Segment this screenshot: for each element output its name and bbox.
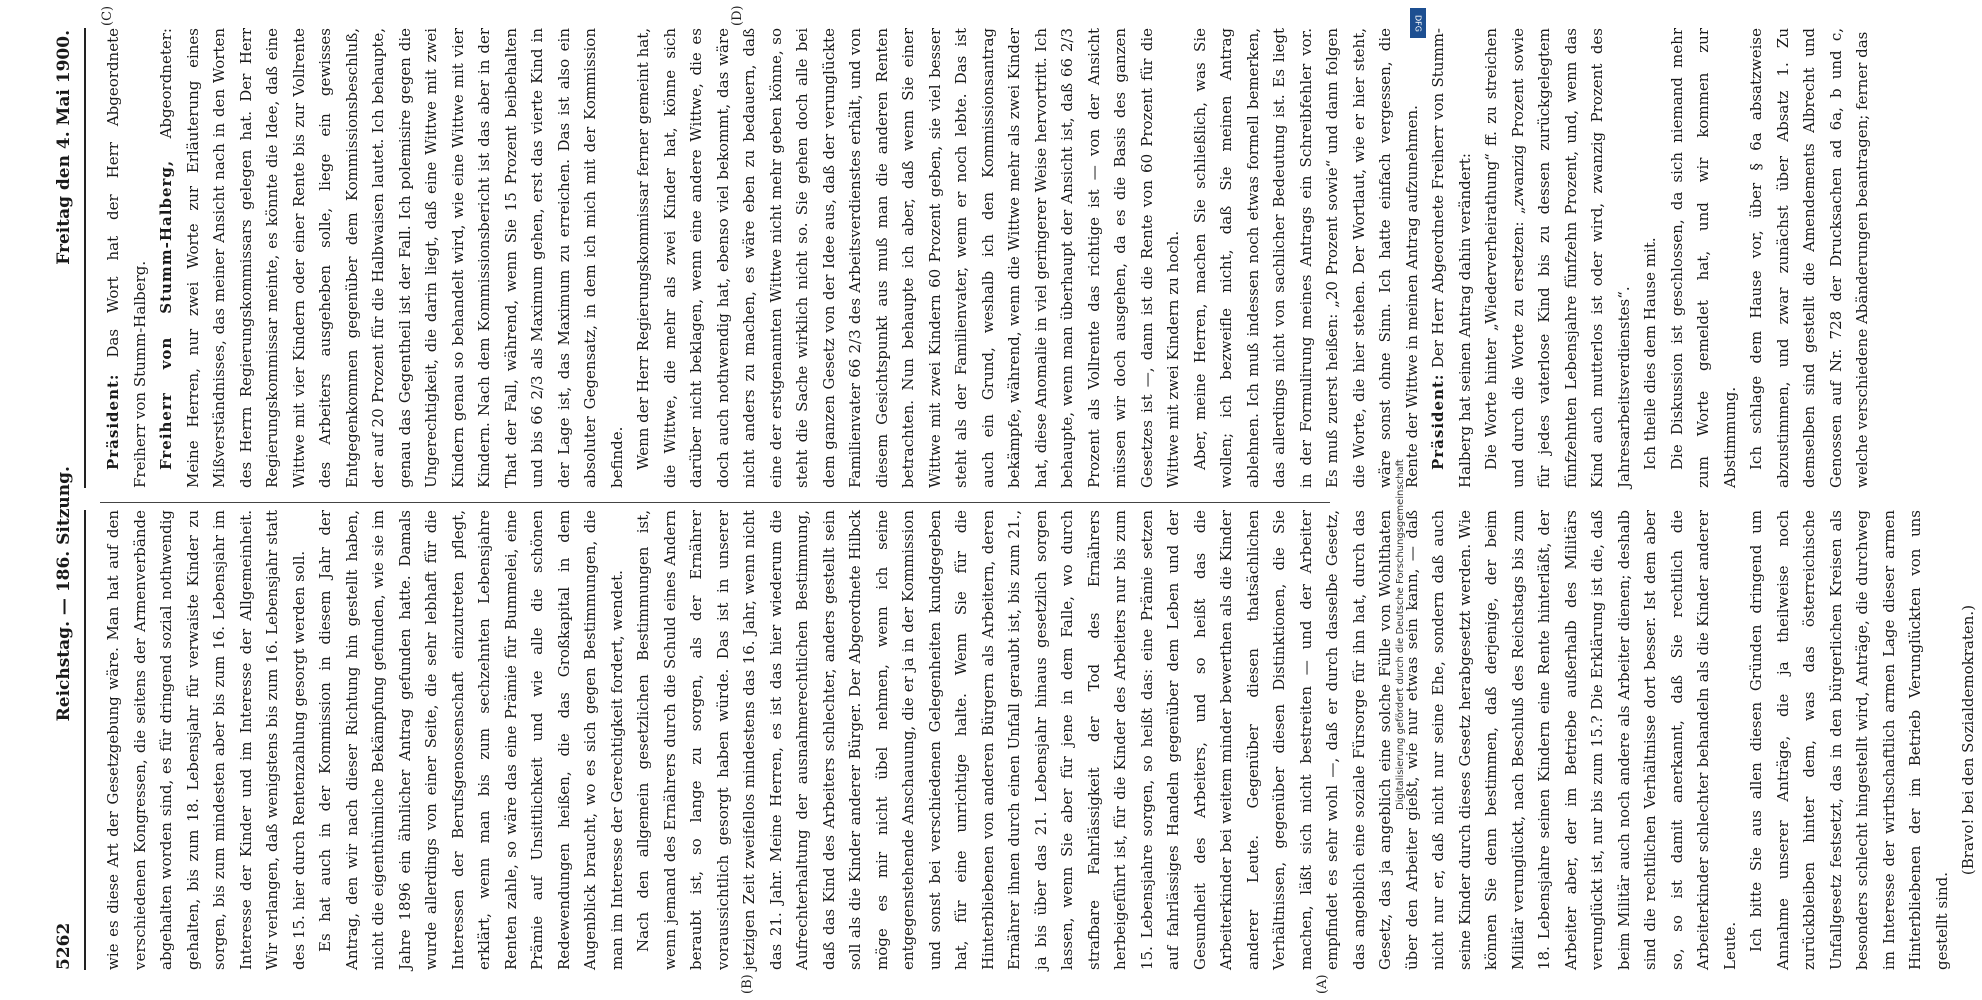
left-paragraph: Es hat auch in der Kommission in diesem Jahr der Antrag, den wir nach dieser Richtung hin gestellt haben, nicht die eigenthümliche Bekämpfung gefunden, wie sie im Jahre 1896 ein ähnlicher Antrag gefunden hatte. Damals wurde allerdings von einer Seite, die sehr lebhaft für die Interessen der Berufsgenossenschaft einzutreten pflegt, erklärt, wenn man bis zum sechzehnten Lebensjahre Renten zahle, so wäre das eine Prämie für Bummelei, eine Prämie auf Unsittlichkeit und wie alle die schönen Redewendungen heißen, die das Großkapital in dem Augenblick braucht, wo es sich gegen Bestimmungen, die man im Interesse der Gerechtigkeit fordert, wendet. xyxy=(316,510,626,970)
margin-letter-c: (C) xyxy=(100,5,115,26)
session-title: Reichstag. — 186. Sitzung. xyxy=(54,466,74,722)
speaker-label: Präsident: xyxy=(1429,373,1447,470)
header-rule-right xyxy=(84,28,86,488)
speaker-label: Präsident: xyxy=(104,373,122,470)
digitization-footer xyxy=(1395,0,1432,1000)
dfg-logo: DFG xyxy=(1410,8,1426,38)
right-paragraph: Ich schlage dem Hause vor, über § 6a absatzweise abzustimmen, und zwar zunächst über Absatz 1. Zu demselben sind gestellt die Amendements Albrecht und Genossen auf Nr. 728 der Drucksachen ad 6a, b und c, welche verschiedene Abänderungen beantragen; ferner das xyxy=(1747,28,1871,488)
left-paragraph: Nach den allgemein gesetzlichen Bestimmungen ist, wenn jemand des Ernährers durch die Schuld eines Andern beraubt ist, so lange zu sorgen, als der Ernährer voraussichtlich gesorgt haben würde. Das ist in unserer jetzigen Zeit zweifellos mindestens das 16. Jahr, wenn nicht das 21. Jahr. Meine Herren, es ist das hier wiederum die Aufrechterhaltung der ausnahmerechtlichen Bestimmung, daß das Kind des Arbeiters schlechter, anders gestellt sein soll als die Kinder anderer Bürger. Der Abgeordnete Hilbck möge es mir nicht übel nehmen, wenn ich seine entgegenstehende Anschauung, die er ja in der Kommission und sonst bei verschiedenen Gelegenheiten kundgegeben hat, für eine unrichtige halte. Wenn Sie für die Hinterbliebenen von anderen Bürgern als Arbeitern, deren Ernährer ihnen durch einen Unfall geraubt ist, bis zum 21., ja bis über das 21. Lebensjahr hinaus gesetzlich sorgen lassen, wenn Sie aber für jene in dem Falle, wo durch strafbare Fahrlässigkeit der Tod des Ernährers herbeigeführt ist, für die Kinder des Arbeiters nur bis zum 15. Lebensjahre sorgen, so heißt das: eine Prämie setzen auf fahrlässiges Handeln gegenüber dem Leben und der Gesundheit des Arbeiters, und so heißt das die Arbeiterkinder bei weitem minder bewerthen als die Kinder anderer Leute. Gegenüber diesen thatsächlichen Verhältnissen, gegenüber diesen Distinktionen, die Sie machen, läßt sich nicht bestreiten — und der Arbeiter empfindet es sehr wohl —, daß er durch dasselbe Gesetz, das angeblich eine soziale Fürsorge für ihn hat, durch das Gesetz, das ja angeblich eine solche Fülle von Wohlthaten über den Arbeiter gießt, wie nur etwas sein kann, — daß nicht nur er, daß nicht nur seine Ehe, sondern daß auch seine Kinder durch dieses Gesetz herabgesetzt werden. Wie können Sie denn bestimmen, daß derjenige, der beim Militär verunglückt, nach Beschluß des Reichstags bis zum 18. Lebensjahre seinen Kindern eine Rente hinterläßt, der Arbeiter aber, der im Betriebe außerhalb des Militärs verunglückt ist, nur bis zum 15.? Die Erklärung ist die, daß beim Militär auch noch andere als Arbeiter dienen; deshalb sind die rechtlichen Verhältnisse dort besser. Ist dem aber so, so ist damit anerkannt, daß Sie rechtlich die Arbeiterkinder schlechter behandeln als die Kinder anderer Leute. xyxy=(634,510,1739,970)
applause-note: (Bravo! bei den Sozialdemokraten.) xyxy=(1959,604,1977,876)
right-paragraph: Die Diskussion ist geschlossen, da sich niemand mehr zum Worte gemeldet hat, und wir kommen zur Abstimmung. xyxy=(1667,28,1739,488)
quoted-amendment: Die Worte hinter „Wiederverheirathung“ ff. zu streichen und durch die Worte zu ersetzen: „zwanzig Prozent sowie für jedes vaterlose Kind bis zu dessen zurückgelegtem fünfzehnten Lebensjahre fünfzehn Prozent, und, wenn das Kind auch mutterlos ist oder wird, zwanzig Prozent des Jahresarbeitsverdienstes“. xyxy=(1482,28,1633,488)
right-paragraph: Aber, meine Herren, machen Sie schließlich, was Sie wollen; ich bezweifle nicht, daß Sie meinen Antrag ablehnen. Ich muß indessen noch etwas formell bemerken, das allerdings nicht von sachlicher Bedeutung ist. Es liegt in der Formulirung meines Antrags ein Schreibfehler vor. Es muß zuerst heißen: „20 Prozent sowie“ und dann folgen die Worte, die hier stehen. Der Wortlaut, wie er hier steht, wäre sonst ohne Sinn. Ich hatte einfach vergessen, die Rente der Wittwe in meinen Antrag aufzunehmen. xyxy=(1190,28,1421,488)
margin-letter-a: (A) xyxy=(1315,974,1330,994)
speaker-label: Freiherr von Stumm-Halberg, xyxy=(157,159,175,470)
left-paragraph: Ich bitte Sie aus allen diesen Gründen dringend um Annahme unserer Anträge, die ja theilweise noch zurückbleiben hinter dem, was das österreichische Unfallgesetz festsetzt, das in den bürgerlichen Kreisen als besonders schlecht hingestellt wird, Anträge, die durchweg im Interesse der wirthschaftlich armen Lage dieser armen Hinterbliebenen der im Betrieb Verunglückten von uns gestellt sind. xyxy=(1747,510,1951,970)
left-paragraph: wie es diese Art der Gesetzgebung wäre. Man hat auf den verschiedenen Kongressen, die seitens der Armenverbände abgehalten worden sind, es für dringend sozial nothwendig gehalten, bis zum 18. Lebensjahr für verwaiste Kinder zu sorgen, bis zum mindesten aber bis zum 16. Lebensjahr im Interesse der Kinder und im Interesse der Allgemeinheit. Wir verlangen, daß wenigstens bis zum 16. Lebensjahr statt des 15. hier durch Rentenzahlung gesorgt werden soll. xyxy=(104,510,308,970)
speaker-text: Der Herr Abgeordnete Freiherr von Stumm-Halberg hat seinen Antrag dahin verändert: xyxy=(1429,28,1474,488)
right-paragraph: Ich theile dies dem Hause mit. xyxy=(1641,237,1659,470)
right-column xyxy=(100,28,1871,488)
speaker-text: Das Wort hat der Herr Abgeordnete Freiherr von Stumm-Halberg. xyxy=(104,28,149,488)
right-paragraph xyxy=(1425,28,1478,488)
digitization-note: Digitalisierung gefördert durch die Deutsche Forschungsgemeinschaft xyxy=(1395,459,1406,810)
margin-letter-b: (B) xyxy=(740,974,755,994)
column-separator xyxy=(100,502,1330,503)
right-paragraph xyxy=(153,28,630,488)
session-date: Freitag den 4. Mai 1900. xyxy=(54,30,74,265)
margin-letter-d: (D) xyxy=(730,5,745,26)
page-header xyxy=(48,30,80,970)
speaker-text: Abgeordneter: Meine Herren, nur zwei Worte zur Erläuterung eines Mißverständnisses, das meiner Ansicht nach in den Worten des Herrn Regierungskommissars gelegen hat. Der Herr Regierungskommissar meinte, es könnte die Idee, daß eine Wittwe mit vier Kindern oder einer Rente bis zur Vollrente des Arbeiters ausgeheben solle, liege ein gewisses Entgegenkommen gegenüber dem Kommissionsbeschluß, der auf 20 Prozent für die Halbwaisen lautet. Ich behaupte, genau das Gegentheil ist der Fall. Ich polemisire gegen die Ungerechtigkeit, die darin liegt, daß eine Wittwe mit zwei Kindern genau so behandelt wird, wie eine Wittwe mit vier Kindern. Nach dem Kommissionsbericht ist das aber in der That der Fall, während, wenn Sie 15 Prozent beibehalten und bis 66 2/3 als Maximum gehen, erst das vierte Kind in der Lage ist, das Maximum zu erreichen. Das ist also ein absoluter Gegensatz, in dem ich mich mit der Kommission befinde. xyxy=(157,28,626,488)
right-paragraph xyxy=(100,28,153,488)
right-paragraph: Wenn der Herr Regierungskommissar ferner gemeint hat, die Wittwe, die mehr als zwei Kinder hat, könne sich darüber nicht beklagen, wenn eine andere Wittwe, die es doch auch nothwendig hat, ebenso viel bekommt, das wäre nicht anders zu machen, es wäre eben zu bedauern, daß eine der erstgenannten Wittwe nicht mehr geben könne, so steht die Sache wirklich nicht so. Sie gehen doch alle bei dem ganzen Gesetz von der Idee aus, daß der verunglückte Familienvater 66 2/3 des Arbeitsverdienstes erhält, und von diesem Gesichtspunkt aus muß man die anderen Renten betrachten. Nun behaupte ich aber, daß wenn Sie einer Wittwe mit zwei Kindern 60 Prozent geben, sie viel besser steht als der Familienvater, wenn er noch lebte. Das ist auch ein Grund, weshalb ich den Kommissionsantrag bekämpfe, während, wenn die Wittwe mehr als zwei Kinder hat, diese Anomalie in viel geringerer Weise hervortritt. Ich behaupte, wenn man überhaupt der Ansicht ist, daß 66 2/3 Prozent als Vollrente das richtige ist — von der Ansicht müssen wir doch ausgehen, da es die Basis des ganzen Gesetzes ist —, dann ist die Rente von 60 Prozent für die Wittwe mit zwei Kindern zu hoch. xyxy=(634,28,1182,488)
header-rule-left xyxy=(84,510,86,970)
page-number: 5262 xyxy=(54,922,74,970)
